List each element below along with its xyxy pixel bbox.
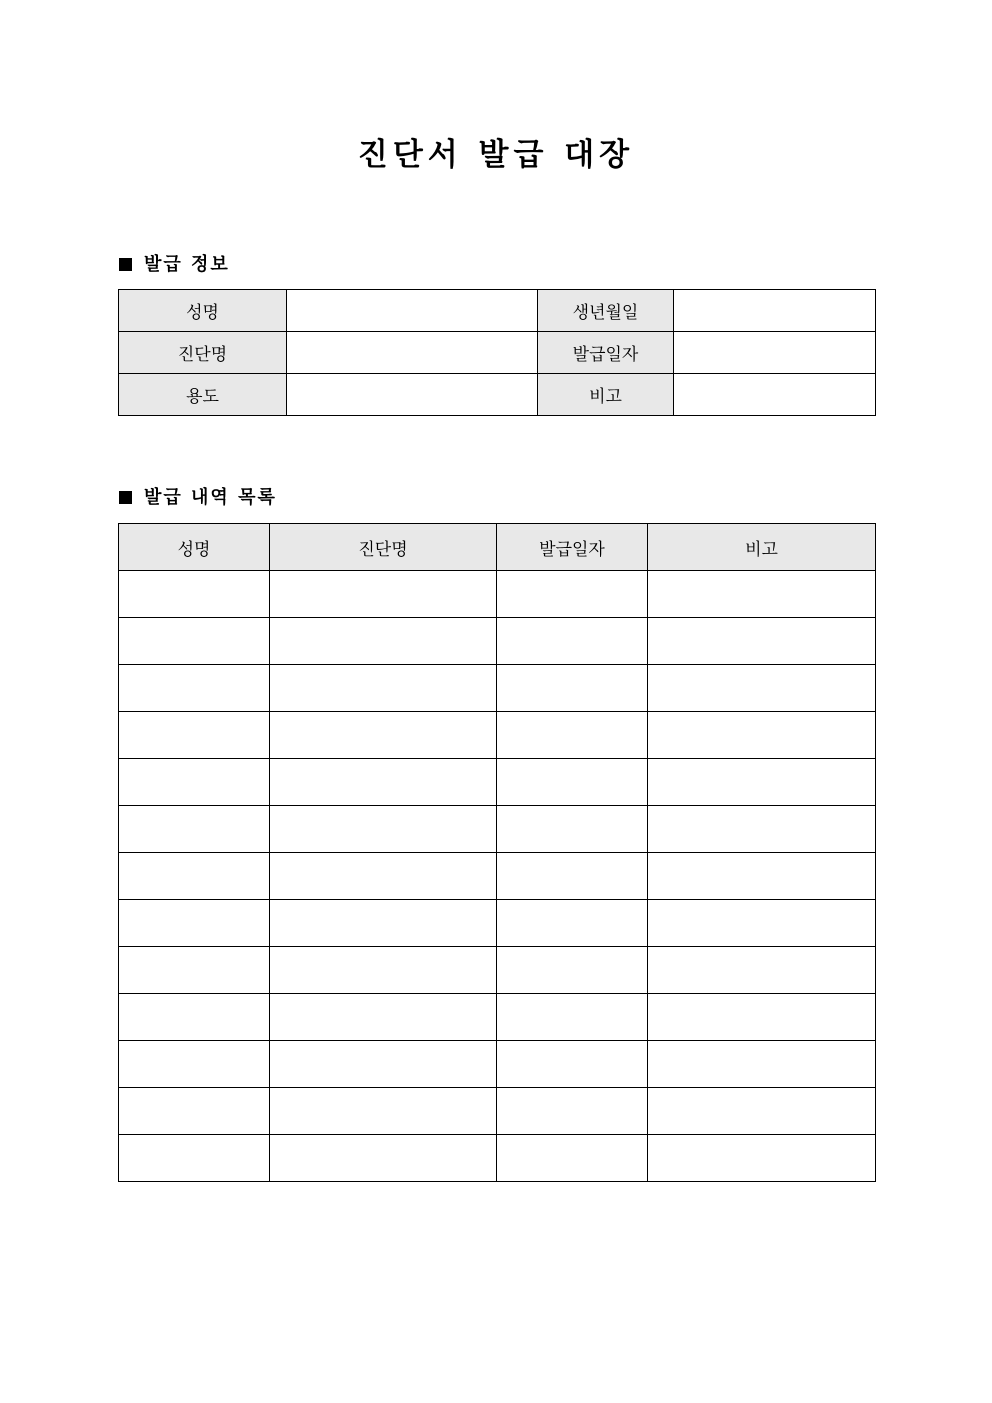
table-row bbox=[119, 947, 876, 994]
issue-history-body bbox=[119, 571, 876, 1182]
remarks-cell[interactable] bbox=[648, 1088, 876, 1135]
issue-info-heading bbox=[119, 253, 230, 277]
square-bullet-icon bbox=[119, 491, 132, 504]
remarks-cell[interactable] bbox=[648, 1041, 876, 1088]
name-cell[interactable] bbox=[119, 1135, 270, 1182]
issue-date-cell[interactable] bbox=[497, 665, 648, 712]
info-row-name bbox=[119, 290, 876, 332]
birthdate-label: 생년월일 bbox=[538, 290, 674, 332]
issue-date-cell[interactable] bbox=[497, 618, 648, 665]
info-row-diagnosis bbox=[119, 332, 876, 374]
diagnosis-cell[interactable] bbox=[270, 1041, 497, 1088]
issue-date-cell[interactable] bbox=[497, 712, 648, 759]
issue-history-heading-text: 발급 내역 목록 bbox=[144, 487, 277, 508]
name-cell[interactable] bbox=[119, 618, 270, 665]
table-row bbox=[119, 900, 876, 947]
diagnosis-cell[interactable] bbox=[270, 571, 497, 618]
diagnosis-cell[interactable] bbox=[270, 947, 497, 994]
issue-date-cell[interactable] bbox=[497, 571, 648, 618]
diagnosis-cell[interactable] bbox=[270, 994, 497, 1041]
issue-date-cell[interactable] bbox=[497, 900, 648, 947]
table-row bbox=[119, 806, 876, 853]
table-row bbox=[119, 1041, 876, 1088]
remarks-label: 비고 bbox=[538, 374, 674, 416]
name-cell[interactable] bbox=[119, 759, 270, 806]
purpose-field[interactable] bbox=[287, 374, 538, 416]
table-row bbox=[119, 618, 876, 665]
diagnosis-cell[interactable] bbox=[270, 618, 497, 665]
remarks-cell[interactable] bbox=[648, 947, 876, 994]
issue-date-cell[interactable] bbox=[497, 1041, 648, 1088]
diagnosis-cell[interactable] bbox=[270, 759, 497, 806]
name-cell[interactable] bbox=[119, 712, 270, 759]
issue-date-cell[interactable] bbox=[497, 759, 648, 806]
table-row bbox=[119, 994, 876, 1041]
name-cell[interactable] bbox=[119, 1088, 270, 1135]
issue-date-label: 발급일자 bbox=[538, 332, 674, 374]
table-row bbox=[119, 665, 876, 712]
square-bullet-icon bbox=[119, 258, 132, 271]
column-header-remarks: 비고 bbox=[648, 524, 876, 571]
name-cell[interactable] bbox=[119, 571, 270, 618]
remarks-cell[interactable] bbox=[648, 806, 876, 853]
table-row bbox=[119, 571, 876, 618]
name-cell[interactable] bbox=[119, 806, 270, 853]
name-cell[interactable] bbox=[119, 665, 270, 712]
name-field[interactable] bbox=[287, 290, 538, 332]
issue-date-cell[interactable] bbox=[497, 994, 648, 1041]
name-cell[interactable] bbox=[119, 994, 270, 1041]
column-header-diagnosis: 진단명 bbox=[270, 524, 497, 571]
remarks-field[interactable] bbox=[674, 374, 876, 416]
remarks-cell[interactable] bbox=[648, 900, 876, 947]
diagnosis-field[interactable] bbox=[287, 332, 538, 374]
table-row bbox=[119, 712, 876, 759]
column-header-name: 성명 bbox=[119, 524, 270, 571]
diagnosis-cell[interactable] bbox=[270, 665, 497, 712]
name-cell[interactable] bbox=[119, 853, 270, 900]
info-row-purpose bbox=[119, 374, 876, 416]
remarks-cell[interactable] bbox=[648, 571, 876, 618]
table-header-row bbox=[119, 524, 876, 571]
diagnosis-cell[interactable] bbox=[270, 806, 497, 853]
remarks-cell[interactable] bbox=[648, 712, 876, 759]
name-label: 성명 bbox=[119, 290, 287, 332]
diagnosis-cell[interactable] bbox=[270, 900, 497, 947]
table-row bbox=[119, 1088, 876, 1135]
document-title: 진단서 발급 대장 bbox=[357, 137, 635, 173]
name-cell[interactable] bbox=[119, 900, 270, 947]
remarks-cell[interactable] bbox=[648, 994, 876, 1041]
issue-date-cell[interactable] bbox=[497, 947, 648, 994]
table-row bbox=[119, 759, 876, 806]
name-cell[interactable] bbox=[119, 947, 270, 994]
diagnosis-cell[interactable] bbox=[270, 1088, 497, 1135]
name-cell[interactable] bbox=[119, 1041, 270, 1088]
issue-date-cell[interactable] bbox=[497, 806, 648, 853]
remarks-cell[interactable] bbox=[648, 1135, 876, 1182]
remarks-cell[interactable] bbox=[648, 618, 876, 665]
issue-info-heading-text: 발급 정보 bbox=[144, 254, 230, 275]
diagnosis-label: 진단명 bbox=[119, 332, 287, 374]
diagnosis-cell[interactable] bbox=[270, 853, 497, 900]
remarks-cell[interactable] bbox=[648, 759, 876, 806]
issue-date-cell[interactable] bbox=[497, 1088, 648, 1135]
column-header-issue-date: 발급일자 bbox=[497, 524, 648, 571]
issue-date-field[interactable] bbox=[674, 332, 876, 374]
table-row bbox=[119, 853, 876, 900]
issue-date-cell[interactable] bbox=[497, 853, 648, 900]
diagnosis-cell[interactable] bbox=[270, 712, 497, 759]
remarks-cell[interactable] bbox=[648, 853, 876, 900]
remarks-cell[interactable] bbox=[648, 665, 876, 712]
purpose-label: 용도 bbox=[119, 374, 287, 416]
issue-history-table bbox=[118, 523, 876, 1182]
birthdate-field[interactable] bbox=[674, 290, 876, 332]
diagnosis-cell[interactable] bbox=[270, 1135, 497, 1182]
issue-history-heading bbox=[119, 486, 277, 510]
table-row bbox=[119, 1135, 876, 1182]
issue-info-table bbox=[118, 289, 876, 416]
issue-date-cell[interactable] bbox=[497, 1135, 648, 1182]
